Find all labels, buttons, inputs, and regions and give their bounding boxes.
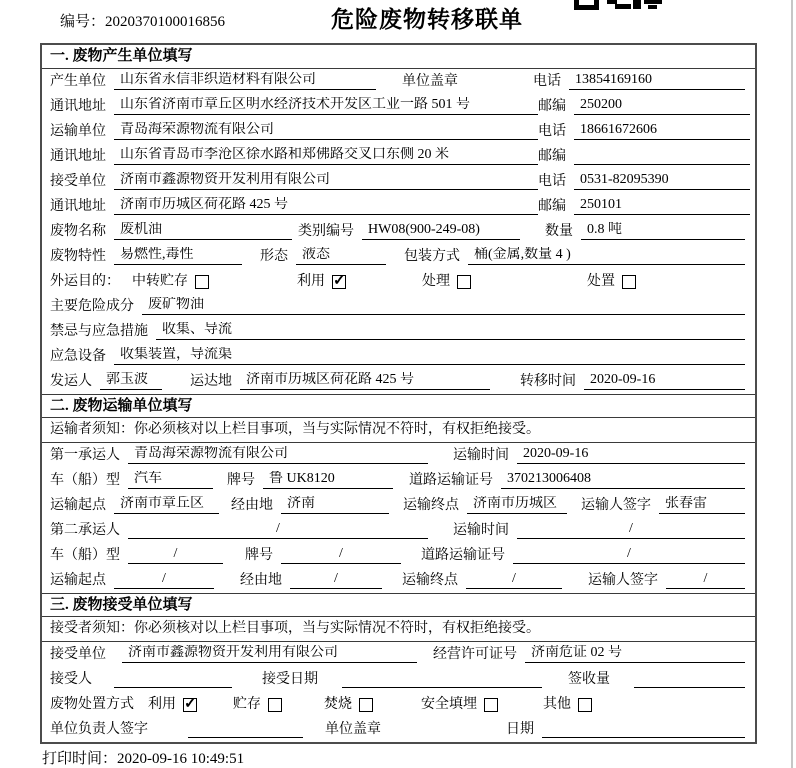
transporter-address-row bbox=[42, 144, 755, 169]
waste-name-value: 废机油 bbox=[114, 222, 292, 240]
disposal-option-incinerate bbox=[324, 697, 373, 713]
waste-name-label: 废物名称 bbox=[50, 223, 106, 239]
route-row-2 bbox=[42, 568, 755, 593]
accepting-unit-row bbox=[42, 642, 755, 667]
purpose-option-transfer-storage bbox=[132, 274, 209, 290]
date-value bbox=[542, 736, 745, 738]
zip-label: 邮编 bbox=[538, 98, 566, 114]
emergency-measures-label: 禁忌与应急措施 bbox=[50, 323, 148, 339]
serial-label: 编号： bbox=[60, 14, 106, 30]
vehicle-type-value-2: / bbox=[128, 546, 223, 564]
disposal-utilize-checkbox bbox=[183, 698, 197, 712]
route-end-label: 运输终点 bbox=[403, 497, 459, 513]
plate-label: 牌号 bbox=[227, 472, 255, 488]
category-code-value: HW08(900-249-08) bbox=[362, 222, 520, 240]
transport-time-group bbox=[453, 446, 745, 464]
transporter-address-value: 山东省青岛市李沧区徐水路和郑佛路交叉口东侧 20 米 bbox=[114, 147, 538, 165]
emergency-equipment-label: 应急设备 bbox=[50, 348, 106, 364]
vehicle-type-row-2 bbox=[42, 543, 755, 568]
serial-value: 2020370100016856 bbox=[105, 14, 226, 30]
transfer-purpose-label: 外运目的： bbox=[50, 273, 120, 289]
second-carrier-row bbox=[42, 518, 755, 543]
dispatcher-row bbox=[42, 369, 755, 394]
operating-license-value: 济南危证 02 号 bbox=[525, 645, 745, 663]
road-license-label: 道路运输证号 bbox=[409, 472, 493, 488]
transport-time-group-2 bbox=[453, 521, 745, 539]
operating-license-label: 经营许可证号 bbox=[433, 646, 517, 662]
plate-value-2: / bbox=[281, 546, 401, 564]
print-time-value: 2020-09-16 10:49:51 bbox=[117, 751, 245, 767]
date-label: 日期 bbox=[506, 721, 534, 737]
transporter-phone-group bbox=[538, 122, 750, 140]
vehicle-type-value: 汽车 bbox=[128, 471, 213, 489]
disposal-method-row bbox=[42, 692, 755, 717]
option-label: 处置 bbox=[587, 273, 615, 289]
road-license-value-2: / bbox=[513, 546, 745, 564]
form-label: 形态 bbox=[260, 248, 288, 264]
qr-code-fragment bbox=[574, 0, 662, 10]
producer-phone-group bbox=[533, 72, 745, 90]
section2-heading: 二. 废物运输单位填写 bbox=[42, 394, 755, 418]
disposal-landfill-checkbox bbox=[484, 698, 498, 712]
receiver-notice-text: 接受者须知：你必须核对以上栏目事项，当与实际情况不符时，有权拒绝接受。 bbox=[50, 620, 540, 636]
carrier-sign-label: 运输人签字 bbox=[581, 497, 651, 513]
producer-phone-value: 13854169160 bbox=[569, 72, 745, 90]
hazard-component-row bbox=[42, 294, 755, 319]
form-value: 液态 bbox=[296, 247, 386, 265]
receiver-phone-value: 0531-82095390 bbox=[574, 172, 750, 190]
route-via-label: 经由地 bbox=[240, 572, 282, 588]
transporter-notice-text: 运输者须知：你必须核对以上栏目事项，当与实际情况不符时，有权拒绝接受。 bbox=[50, 421, 540, 437]
producer-unit-label: 产生单位 bbox=[50, 73, 106, 89]
producer-unit-row bbox=[42, 69, 755, 94]
transfer-purpose-row bbox=[42, 269, 755, 294]
phone-label: 电话 bbox=[538, 173, 566, 189]
category-code-label: 类别编号 bbox=[298, 223, 354, 239]
route-start-value-2: / bbox=[114, 571, 214, 589]
receiver-zip-value: 250101 bbox=[574, 197, 750, 215]
accepting-unit-label: 接受单位 bbox=[50, 646, 106, 662]
first-carrier-value: 青岛海荣源物流有限公司 bbox=[128, 446, 428, 464]
receiver-address-value: 济南市历城区荷花路 425 号 bbox=[114, 197, 538, 215]
quantity-value: 0.8 吨 bbox=[581, 222, 745, 240]
destination-value: 济南市历城区荷花路 425 号 bbox=[240, 372, 490, 390]
plate-label: 牌号 bbox=[245, 547, 273, 563]
second-carrier-label: 第二承运人 bbox=[50, 522, 120, 538]
purpose-option-treat bbox=[422, 274, 471, 290]
disposal-option-utilize bbox=[148, 697, 197, 713]
option-label: 其他 bbox=[543, 696, 571, 712]
treat-checkbox bbox=[457, 275, 471, 289]
responsible-signature-label: 单位负责人签字 bbox=[50, 721, 148, 737]
producer-address-row bbox=[42, 94, 755, 119]
responsible-signature-row bbox=[42, 717, 755, 742]
producer-unit-value: 山东省永信非织造材料有限公司 bbox=[114, 72, 376, 90]
disposal-storage-checkbox bbox=[268, 698, 282, 712]
waste-property-label: 废物特性 bbox=[50, 248, 106, 264]
signed-amount-value bbox=[634, 686, 745, 688]
option-label: 贮存 bbox=[233, 696, 261, 712]
responsible-signature-value bbox=[188, 736, 303, 738]
purpose-option-dispose bbox=[587, 274, 636, 290]
manifest-form bbox=[40, 43, 757, 744]
vehicle-type-row-1 bbox=[42, 468, 755, 493]
purpose-option-utilize bbox=[297, 274, 346, 290]
transporter-zip-group bbox=[538, 149, 750, 165]
carrier-sign-label: 运输人签字 bbox=[588, 572, 658, 588]
route-start-label: 运输起点 bbox=[50, 572, 106, 588]
dispatcher-value: 郭玉波 bbox=[100, 372, 162, 390]
option-label: 中转贮存 bbox=[132, 273, 188, 289]
transfer-time-group bbox=[520, 372, 745, 390]
producer-zip-value: 250200 bbox=[574, 97, 750, 115]
acceptor-value bbox=[114, 686, 232, 688]
print-time-field bbox=[42, 747, 244, 768]
page-edge-line bbox=[791, 0, 793, 768]
disposal-option-landfill bbox=[421, 697, 498, 713]
disposal-incinerate-checkbox bbox=[359, 698, 373, 712]
waste-name-row bbox=[42, 219, 755, 244]
vehicle-type-label: 车（船）型 bbox=[50, 547, 120, 563]
route-end-label: 运输终点 bbox=[402, 572, 458, 588]
signed-amount-label: 签收量 bbox=[568, 671, 610, 687]
transport-time-value: 2020-09-16 bbox=[517, 446, 745, 464]
emergency-measures-row bbox=[42, 319, 755, 344]
transport-time-value-2: / bbox=[517, 521, 745, 539]
dispose-checkbox bbox=[622, 275, 636, 289]
acceptor-row bbox=[42, 667, 755, 692]
plate-value: 鲁 UK8120 bbox=[263, 471, 393, 489]
disposal-option-storage bbox=[233, 697, 282, 713]
transporter-phone-value: 18661672606 bbox=[574, 122, 750, 140]
producer-address-value: 山东省济南市章丘区明水经济技术开发区工业一路 501 号 bbox=[114, 97, 538, 115]
phone-label: 电话 bbox=[538, 123, 566, 139]
road-license-label: 道路运输证号 bbox=[421, 547, 505, 563]
address-label: 通讯地址 bbox=[50, 148, 106, 164]
dispatcher-label: 发运人 bbox=[50, 373, 92, 389]
unit-seal-label: 单位盖章 bbox=[402, 73, 458, 89]
emergency-equipment-value: 收集装置，导流渠 bbox=[114, 347, 745, 365]
destination-label: 运达地 bbox=[190, 373, 232, 389]
quantity-label: 数量 bbox=[545, 223, 573, 239]
first-carrier-label: 第一承运人 bbox=[50, 447, 120, 463]
option-label: 焚烧 bbox=[324, 696, 352, 712]
receiver-address-row bbox=[42, 194, 755, 219]
emergency-measures-value: 收集、导流 bbox=[156, 322, 745, 340]
unit-seal-label: 单位盖章 bbox=[325, 721, 381, 737]
quantity-group bbox=[545, 222, 745, 240]
transport-time-label: 运输时间 bbox=[453, 522, 509, 538]
zip-label: 邮编 bbox=[538, 198, 566, 214]
producer-zip-group bbox=[538, 97, 750, 115]
route-via-label: 经由地 bbox=[231, 497, 273, 513]
page-title: 危险废物转移联单 bbox=[331, 7, 523, 32]
address-label: 通讯地址 bbox=[50, 98, 106, 114]
accept-date-value bbox=[342, 686, 542, 688]
transporter-zip-value bbox=[574, 163, 750, 165]
option-label: 利用 bbox=[148, 696, 176, 712]
transporter-notice-row bbox=[42, 418, 755, 443]
vehicle-type-label: 车（船）型 bbox=[50, 472, 120, 488]
accept-date-label: 接受日期 bbox=[262, 671, 318, 687]
transport-time-label: 运输时间 bbox=[453, 447, 509, 463]
hazard-component-value: 废矿物油 bbox=[142, 297, 745, 315]
transfer-time-value: 2020-09-16 bbox=[584, 372, 745, 390]
packing-value: 桶(金属,数量 4 ) bbox=[468, 247, 745, 265]
accepting-unit-value: 济南市鑫源物资开发利用有限公司 bbox=[122, 645, 417, 663]
transporter-unit-row bbox=[42, 119, 755, 144]
packing-label: 包装方式 bbox=[404, 248, 460, 264]
disposal-method-label: 废物处置方式 bbox=[50, 696, 134, 712]
option-label: 安全填埋 bbox=[421, 696, 477, 712]
receiver-phone-group bbox=[538, 172, 750, 190]
section1-heading: 一. 废物产生单位填写 bbox=[42, 45, 755, 69]
first-carrier-row bbox=[42, 443, 755, 468]
transporter-unit-label: 运输单位 bbox=[50, 123, 106, 139]
disposal-other-checkbox bbox=[578, 698, 592, 712]
second-carrier-value: / bbox=[128, 521, 428, 539]
carrier-sign-value: 张春雷 bbox=[659, 496, 745, 514]
road-license-value: 370213006408 bbox=[501, 471, 745, 489]
transporter-unit-value: 青岛海荣源物流有限公司 bbox=[114, 122, 538, 140]
route-end-value-2: / bbox=[466, 571, 562, 589]
transfer-time-label: 转移时间 bbox=[520, 373, 576, 389]
receiver-unit-label: 接受单位 bbox=[50, 173, 106, 189]
waste-property-row bbox=[42, 244, 755, 269]
waste-property-value: 易燃性,毒性 bbox=[114, 247, 242, 265]
acceptor-label: 接受人 bbox=[50, 671, 92, 687]
section3-heading: 三. 废物接受单位填写 bbox=[42, 593, 755, 617]
route-via-value: 济南 bbox=[281, 496, 389, 514]
carrier-sign-value-2: / bbox=[666, 571, 745, 589]
transfer-storage-checkbox bbox=[195, 275, 209, 289]
phone-label: 电话 bbox=[533, 73, 561, 89]
address-label: 通讯地址 bbox=[50, 198, 106, 214]
route-row-1 bbox=[42, 493, 755, 518]
route-via-value-2: / bbox=[290, 571, 382, 589]
print-time-label: 打印时间： bbox=[42, 751, 118, 767]
hazard-component-label: 主要危险成分 bbox=[50, 298, 134, 314]
serial-number-field bbox=[60, 10, 225, 31]
route-start-label: 运输起点 bbox=[50, 497, 106, 513]
utilize-checkbox bbox=[332, 275, 346, 289]
option-label: 利用 bbox=[297, 273, 325, 289]
receiver-unit-value: 济南市鑫源物资开发利用有限公司 bbox=[114, 172, 538, 190]
disposal-option-other bbox=[543, 697, 592, 713]
option-label: 处理 bbox=[422, 273, 450, 289]
receiver-zip-group bbox=[538, 197, 750, 215]
zip-label: 邮编 bbox=[538, 148, 566, 164]
route-end-value: 济南市历城区 bbox=[467, 496, 567, 514]
route-start-value: 济南市章丘区 bbox=[114, 496, 219, 514]
receiver-unit-row bbox=[42, 169, 755, 194]
receiver-notice-row bbox=[42, 617, 755, 642]
emergency-equipment-row bbox=[42, 344, 755, 369]
